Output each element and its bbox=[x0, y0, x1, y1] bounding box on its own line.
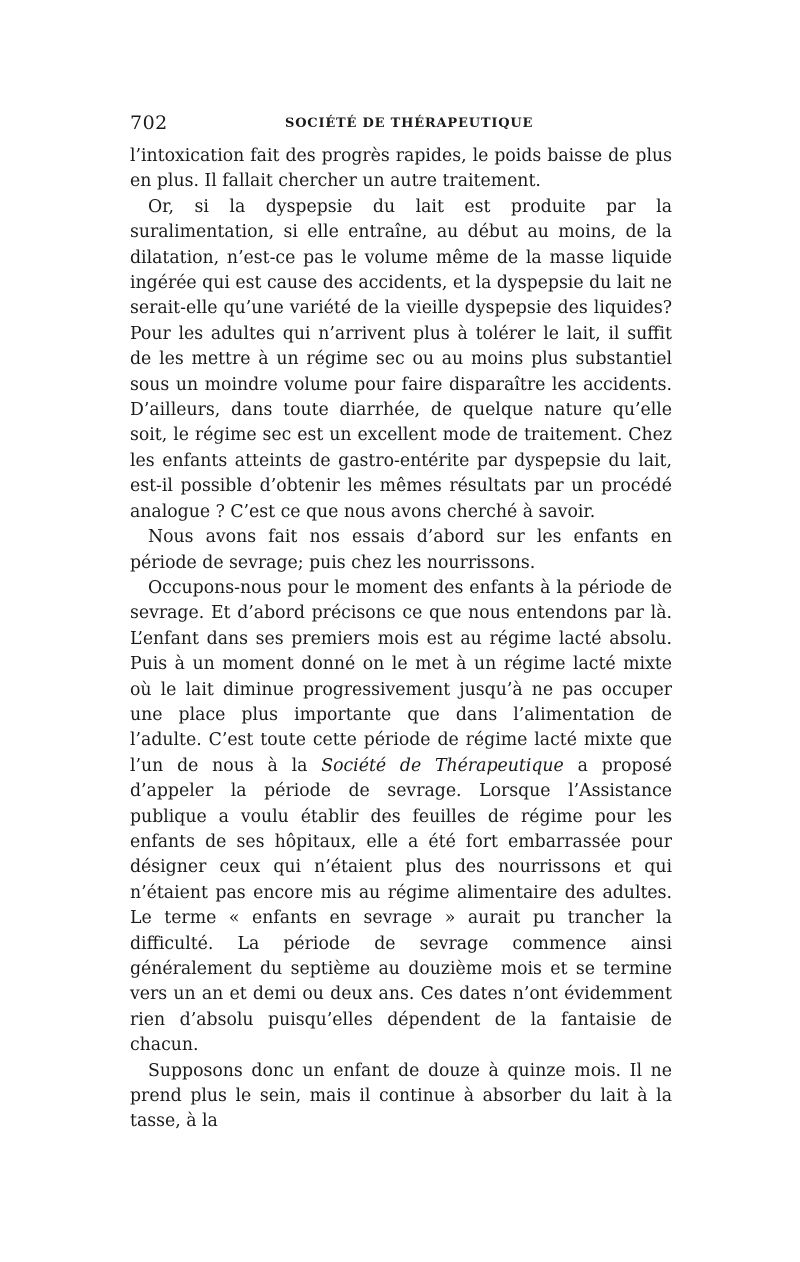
paragraph-text-continued: a proposé d’appeler la période de sevrage. Lorsque l’Assistance publique a voulu établir des feuilles de régime pour les enfants de ses hôpitaux, elle a été fort embarrassée pour désigner ceux qui n’étaient plus des nourrissons et qui n’étaient pas encore mis au régime alimentaire des adultes. Le terme « enfants en sevrage » aurait pu trancher la difficulté. La période de sevrage commence ainsi généralement du septième au douzième mois et se termine vers un an et demi ou deux ans. Ces dates n’ont évidemment rien d’absolu puisqu’elles dépendent de la fantaisie de chacun. bbox=[130, 755, 672, 1056]
paragraph-text: Occupons-nous pour le moment des enfants à la période de sevrage. Et d’abord précisons ce que nous entendons par là. L’enfant dans ses premiers mois est au régime lacté absolu. Puis à un moment donné on le met à un régime lacté mixte où le lait diminue progressivement jusqu’à ne pas occuper une place plus importante que dans l’alimentation de l’adulte. C’est toute cette période de régime lacté mixte que l’un de nous à la bbox=[130, 577, 672, 776]
book-page bbox=[130, 112, 672, 1135]
paragraph-text: Nous avons fait nos essais d’abord sur les enfants en période de sevrage; puis chez les nourrissons. bbox=[130, 527, 672, 573]
paragraph-text: Or, si la dyspepsie du lait est produite par la suralimentation, si elle entraîne, au début au moins, de la dilatation, n’est-ce pas le volume même de la masse liquide ingérée qui est cause des accidents, et la dyspepsie du lait ne serait-elle qu’une variété de la vieille dyspepsie des liquides? Pour les adultes qui n’arrivent plus à tolérer le lait, il suffit de les mettre à un régime sec ou au moins plus substantiel sous un moindre volume pour faire disparaître les accidents. D’ailleurs, dans toute diarrhée, de quelque nature qu’elle soit, le régime sec est un excellent mode de traitement. Chez les enfants atteints de gastro-entérite par dyspepsie du lait, est-il possible d’obtenir les mêmes résultats par un procédé analogue ? C’est ce que nous avons cherché à savoir. bbox=[130, 196, 672, 522]
paragraph-text: Supposons donc un enfant de douze à quinze mois. Il ne prend plus le sein, mais il continue à absorber du lait à la tasse, à la bbox=[130, 1060, 672, 1132]
paragraph bbox=[130, 195, 672, 525]
page-number: 702 bbox=[130, 112, 168, 134]
paragraph bbox=[130, 144, 672, 195]
paragraph bbox=[130, 576, 672, 1059]
body-text bbox=[130, 144, 672, 1135]
italic-society-name: Société de Thérapeutique bbox=[321, 755, 564, 776]
running-title: SOCIÉTÉ DE THÉRAPEUTIQUE bbox=[285, 116, 534, 131]
paragraph-text: l’intoxication fait des progrès rapides, le poids baisse de plus en plus. Il fallait chercher un autre traitement. bbox=[130, 146, 672, 192]
paragraph bbox=[130, 1059, 672, 1135]
running-head bbox=[130, 112, 672, 138]
paragraph bbox=[130, 525, 672, 576]
